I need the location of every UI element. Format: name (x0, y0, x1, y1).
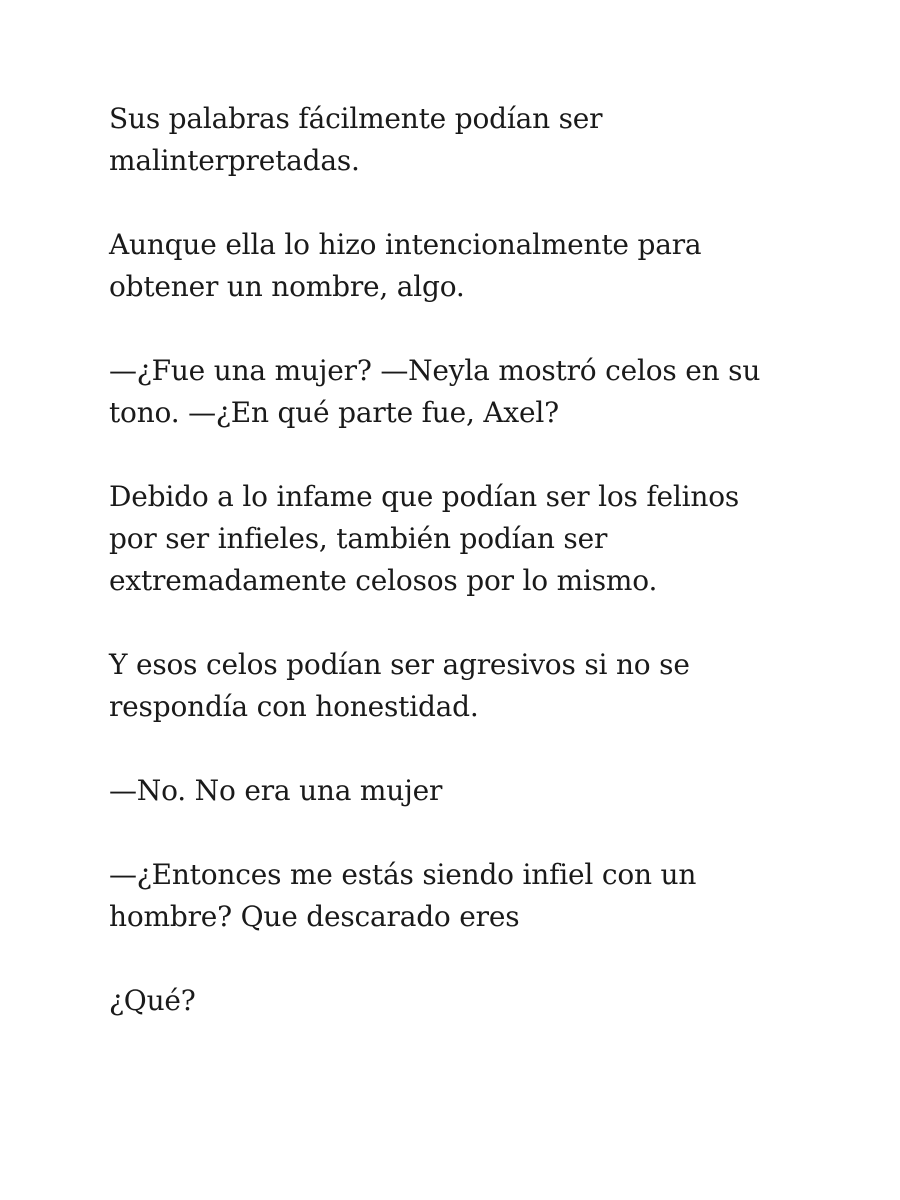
text-column (109, 98, 769, 1064)
paragraph: —¿Fue una mujer? —Neyla mostró celos en su tono. —¿En qué parte fue, Axel? (109, 354, 761, 429)
paragraph: Y esos celos podían ser agresivos si no se respondía con honestidad. (109, 648, 690, 723)
paragraph: —No. No era una mujer (109, 774, 443, 807)
paragraph: Sus palabras fácilmente podían ser malinterpretadas. (109, 102, 603, 177)
paragraph: Debido a lo infame que podían ser los felinos por ser infieles, también podían ser extremadamente celosos por lo mismo. (109, 480, 740, 597)
paragraph: Aunque ella lo hizo intencionalmente para obtener un nombre, algo. (109, 228, 702, 303)
paragraph: ¿Qué? (109, 984, 196, 1017)
paragraph: —¿Entonces me estás siendo infiel con un hombre? Que descarado eres (109, 858, 697, 933)
